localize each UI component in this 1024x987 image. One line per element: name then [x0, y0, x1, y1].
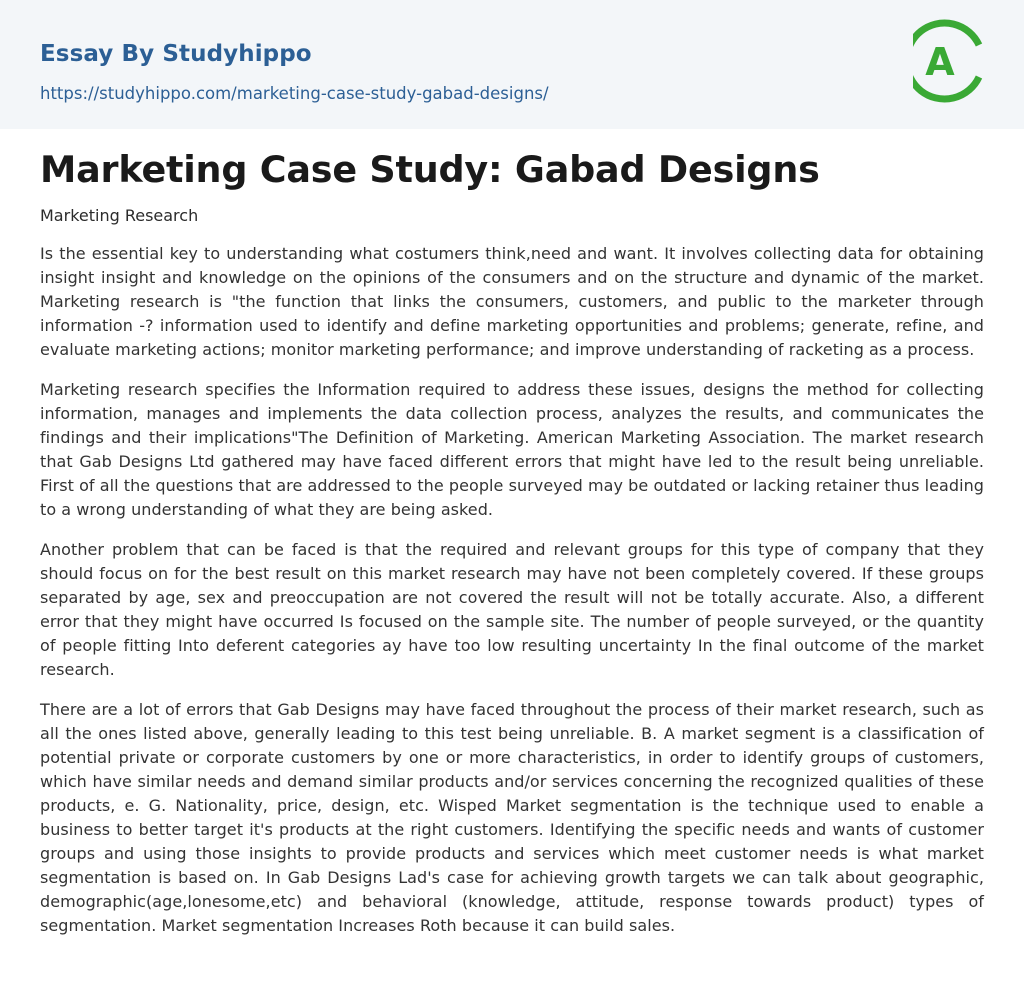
- article-content: [0, 129, 1024, 938]
- article-title: Marketing Case Study: Gabad Designs: [40, 148, 820, 191]
- logo-letter: A: [925, 40, 955, 84]
- site-brand[interactable]: Essay By Studyhippo: [40, 41, 312, 67]
- studyhippo-logo-icon[interactable]: [913, 18, 985, 104]
- article-subtitle: Marketing Research: [40, 206, 199, 225]
- paragraph-1: Is the essential key to understanding what costumers think,need and want. It involves collecting data for obtaining insight insight and knowledge on the opinions of the consumers and on the structure and dynamic of the market. Marketing research is "the function that links the consumers, customers, and public to the marketer through information -? information used to identify and define marketing opportunities and problems; generate, refine, and evaluate marketing actions; monitor marketing performance; and improve understanding of racketing as a process.: [40, 244, 984, 359]
- article-url-link[interactable]: https://studyhippo.com/marketing-case-study-gabad-designs/: [40, 84, 549, 103]
- paragraph-4: There are a lot of errors that Gab Designs may have faced throughout the process of their market research, such as all the ones listed above, generally leading to this test being unreliable. B. A market segment is a classification of potential private or corporate customers by one or more characteristics, in order to identify groups of customers, which have similar needs and demand similar products and/or services concerning the recognized qualities of these products, e. G. Nationality, price, design, etc. Wisped Market segmentation is the technique used to enable a business to better target it's products at the right customers. Identifying the specific needs and wants of customer groups and using those insights to provide products and services which meet customer needs is what market segmentation is based on. In Gab Designs Lad's case for achieving growth targets we can talk about geographic, demographic(age,lonesome,etc) and behavioral (knowledge, attitude, response towards product) types of segmentation. Market segmentation Increases Roth because it can build sales.: [40, 700, 984, 935]
- paragraph-3: Another problem that can be faced is that the required and relevant groups for this type of company that they should focus on for the best result on this market research may have not been completely covered. If these groups separated by age, sex and preoccupation are not covered the result will not be totally accurate. Also, a different error that they might have occurred Is focused on the sample site. The number of people surveyed, or the quantity of people fitting Into deferent categories ay have too low resulting uncertainty In the final outcome of the market research.: [40, 540, 984, 679]
- site-header: [0, 0, 1024, 129]
- paragraph-2: Marketing research specifies the Information required to address these issues, designs the method for collecting information, manages and implements the data collection process, analyzes the results, and communicates the findings and their implications"The Definition of Marketing. American Marketing Association. The market research that Gab Designs Ltd gathered may have faced different errors that might have led to the result being unreliable. First of all the questions that are addressed to the people surveyed may be outdated or lacking retainer thus leading to a wrong understanding of what they are being asked.: [40, 380, 984, 519]
